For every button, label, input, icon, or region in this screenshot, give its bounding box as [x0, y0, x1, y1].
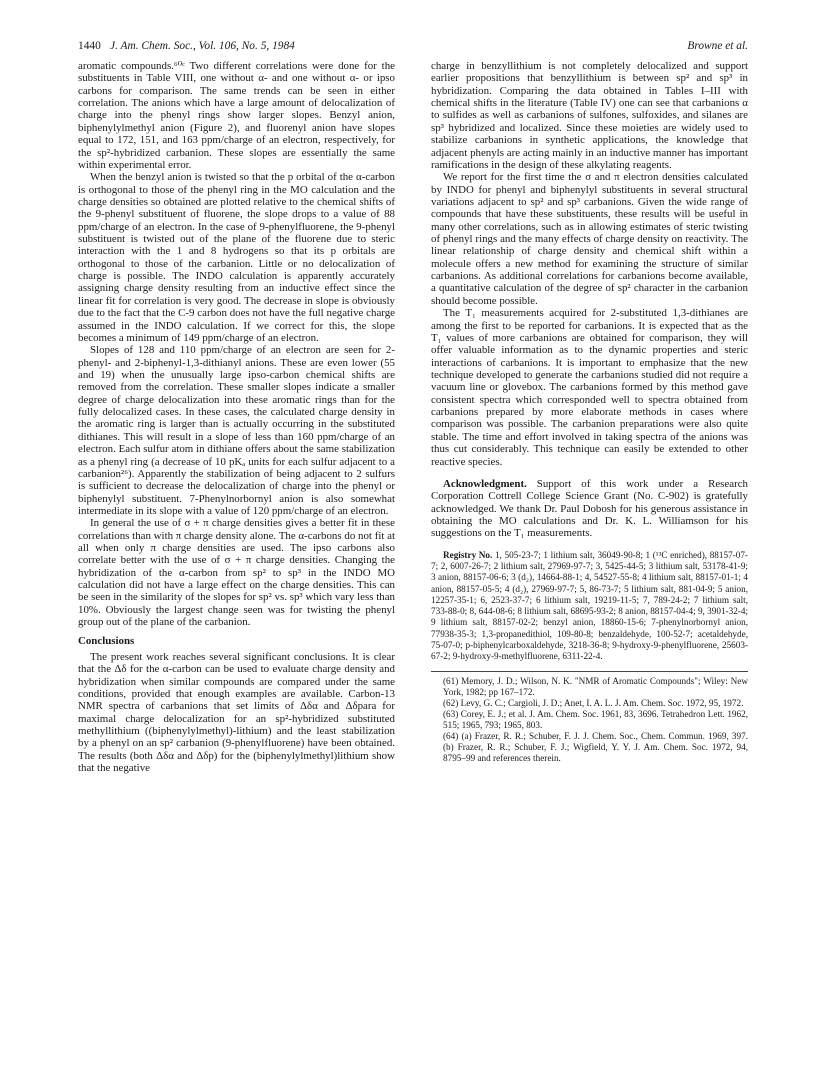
paragraph: We report for the first time the σ and π electron densities calculated by INDO for phenyl and biphenylyl substituents in several structural variations adjacent to sp² and sp³ carbanions. Given the wide range of compounds that have these substituents, these results will be useful in many other correlations, such as in allowing estimates of steric twisting of phenyl rings and the many effects of charge density on reactivity. The linear relationship of charge density and chemical shift within a molecule offers a new method for examining the structure of similar carbanions. As additional correlations for carbanions become available, a quantitative calculation of the degree of sp² character in the carbanion should become possible. [431, 171, 748, 307]
registry-text: 1, 505-23-7; 1 lithium salt, 36049-90-8; 1 (¹³C enriched), 88157-07-7; 2, 6007-26-7; 2 lithium salt, 27969-97-7; 3, 5425-44-5; 3 lithium salt, 53178-41-9; 3 anion, 88157-06-6; 3 (d₂), 14664-88-1; 4, 54527-55-8; 4 lithium salt, 88157-01-1; 4 anion, 88157-05-5; 4 (d₂), 27969-97-7; 5, 86-73-7; 5 lithium salt, 881-04-9; 5 anion, 12257-35-1; 6, 2523-37-7; 6 lithium salt, 19219-11-5; 7, 789-24-2; 7 lithium salt, 733-88-0; 8, 644-08-6; 8 lithium salt, 68695-93-2; 8 anion, 88157-04-4; 9, 3901-32-4; 9 lithium salt, 88157-02-2; benzyl anion, 18860-15-6; 7-phenylnorbornyl anion, 77938-35-3; 1,3-propanedithiol, 109-80-8; benzaldehyde, 100-52-7; acetaldehyde, 75-07-0; p-biphenylcarboxaldehyde, 3218-36-8; 9-hydroxy-9-phenylfluorene, 25603-67-2; 9-hydroxy-9-methylfluorene, 6311-22-4. [431, 549, 748, 662]
paragraph: The T₁ measurements acquired for 2-substituted 1,3-dithianes are among the first to be reported for carbanions. It is expected that as the T₁ values of more carbanions are obtained for comparison, they will offer valuable information as to the dynamic properties and steric interactions of carbanions. It is important to emphasize that the new technique developed to generate the carbanions studied did not require a vacuum line or glovebox. The carbanions formed by this method gave consistent spectra which corresponded well to spectra obtained from carbanions prepared by more elaborate methods in cases where comparison was possible. The carbanion preparations were also quite stable. The time and effort involved in taking spectra of the anions was thus cut considerably. This technique can easily be extended to other reactive species. [431, 307, 748, 468]
paragraph: When the benzyl anion is twisted so that the p orbital of the α-carbon is orthogonal to those of the phenyl ring in the MO calculation and the charge densities so obtained are plotted relative to the chemical shifts of the 9-phenyl substituent of fluorene, the slope drops to a value of 88 ppm/charge of an electron. In the case of 9-phenylfluorene, the 9-phenyl substituent is twisted out of the plane of the fluorene due to steric interaction with the 1 and 8 hydrogens so that its p orbitals are orthogonal to those of the carbanion. Little or no delocalization of charge is possible. The INDO calculation is apparently accurately assigning charge density resulting from an inductive effect since the linear fit for correlation is very good. The decrease in slope is obviously due to the fact that the C-9 carbon does not have the full negative charge assumed in the INDO calculation. If we correct for this, the slope becomes a minimum of 149 ppm/charge of an electron. [78, 171, 395, 344]
running-authors: Browne et al. [687, 40, 748, 52]
registry-label: Registry No. [443, 549, 493, 560]
reference: (62) Levy, G. C.; Cargioli, J. D.; Anet, I. A. L. J. Am. Chem. Soc. 1972, 95, 1972. [443, 697, 744, 708]
paragraph: The present work reaches several significant conclusions. It is clear that the Δδ for the α-carbon can be used to evaluate charge density and hybridization when similar compounds are compared under the same conditions, provided that enough examples are available. Carbon-13 NMR spectra of carbanions that set limits of Δδα and Δδpara for maximal charge delocalization for an sp²-hybridized substituted methyllithium ((biphenylylmethyl)-lithium) and the least stabilization by a phenyl on an sp² carbanion (9-phenylfluorene) have been obtained. The results (both Δδα and Δδp) for the (biphenylylmethyl)lithium show that the negative [78, 650, 395, 775]
acknowledgment-text: Support of this work under a Research Corporation Cottrell College Science Grant (No. C-902) is gratefully acknowledged. We thank Dr. Paul Dobosh for his generous assistance in obtaining the MO calculations and Dr. K. L. Williamson for his suggestions on the T₁ measurements. [431, 477, 748, 540]
page-number: 1440 [78, 40, 101, 52]
running-header [78, 40, 748, 56]
paragraph: charge in benzyllithium is not completely delocalized and support earlier propositions that benzyllithium is between sp² and sp³ in hybridization. Comparing the data obtained in Tables I–III with chemical shifts in the literature (Table IV) one can see that carbanions α to sulfides as well as carbanions of sulfones, sulfoxides, and silanes are sp³ hybridized and localized. Since these moieties are widely used to stabilize carbanions in synthetic applications, the knowledge that adjacent phenyls are acting mainly in an inductive manner has important ramifications in the design of these alkylating reagents. [431, 60, 748, 171]
journal-citation: J. Am. Chem. Soc., Vol. 106, No. 5, 1984 [110, 40, 295, 52]
reference: (64) (a) Frazer, R. R.; Schuber, F. J. J. Chem. Soc., Chem. Commun. 1969, 397. (b) Frazer, R. R.; Schuber, F. J.; Wigfield, Y. Y. J. Am. Chem. Soc. 1972, 94, 8795–99 and references therein. [443, 730, 748, 763]
left-column [78, 60, 395, 774]
paragraph: aromatic compounds.⁶⁰ᶜ Two different correlations were done for the substituents in Table VIII, one without α- and one without α- or ipso carbons for comparison. The same trends can be seen in either correlation. The anions which have a large amount of delocalization of charge into the phenyl rings show larger slopes. Benzyl anion, biphenylylmethyl anion (Figure 2), and fluorenyl anion have slopes equal to 172, 151, and 163 ppm/charge of an electron, respectively, for the sp²-hybridized carbanion. These slopes are essentially the same within experimental error. [78, 60, 395, 171]
reference: (61) Memory, J. D.; Wilson, N. K. "NMR of Aromatic Compounds"; Wiley: New York, 1982; pp 167–172. [443, 675, 748, 697]
registry-numbers [431, 550, 748, 663]
acknowledgment-label: Acknowledgment. [443, 477, 527, 490]
paragraph: In general the use of σ + π charge densities gives a better fit in these correlations than with π charge density alone. The α-carbons do not fit at all when only π charge densities are used. The ipso carbons also correlate better with the use of σ + π charge densities. Changing the hybridization of the α-carbon from sp² to sp³ in the INDO MO calculation did not have a large effect on the charge densities. This can be seen in the similarity of the slopes for sp² vs. sp³ which vary less than 10%. Obviously the largest change seen was for twisting the phenyl group out of the plane of the carbanion. [78, 517, 395, 629]
paragraph: Slopes of 128 and 110 ppm/charge of an electron are seen for 2-phenyl- and 2-biphenyl-1,3-dithianyl anions. These are even lower (55 and 19) when the unusually large ipso-carbon chemical shifts are removed from the correlation. These smaller slopes indicate a smaller degree of charge delocalization into these aromatic rings than for the fully delocalized cases. In these cases, the calculated charge density in the aromatic ring is larger than is actually occurring in the substituted dithianes. This will result in a slope of less than 160 ppm/charge of an electron. Each sulfur atom in dithiane offers about the same stabilization as a phenyl ring (a decrease of 10 pKₐ units for each sulfur adjacent to a carbanion²⁶). Apparently the stabilization of being adjacent to 2 sulfurs is sufficient to decrease the delocalization of charge into the phenyl or biphenylyl substituent. 7-Phenylnorbornyl anion is also somewhat intermediate in its slope with a value of 120 ppm/charge of an electron. [78, 344, 395, 517]
footnote-divider [431, 671, 748, 672]
reference: (63) Corey, E. J.; et al. J. Am. Chem. Soc. 1961, 83, 3696. Tetrahedron Lett. 1962, 515; 1965, 793; 1965, 803. [443, 708, 748, 730]
right-column [431, 60, 748, 764]
acknowledgment [431, 478, 748, 540]
section-heading: Conclusions [78, 634, 135, 647]
